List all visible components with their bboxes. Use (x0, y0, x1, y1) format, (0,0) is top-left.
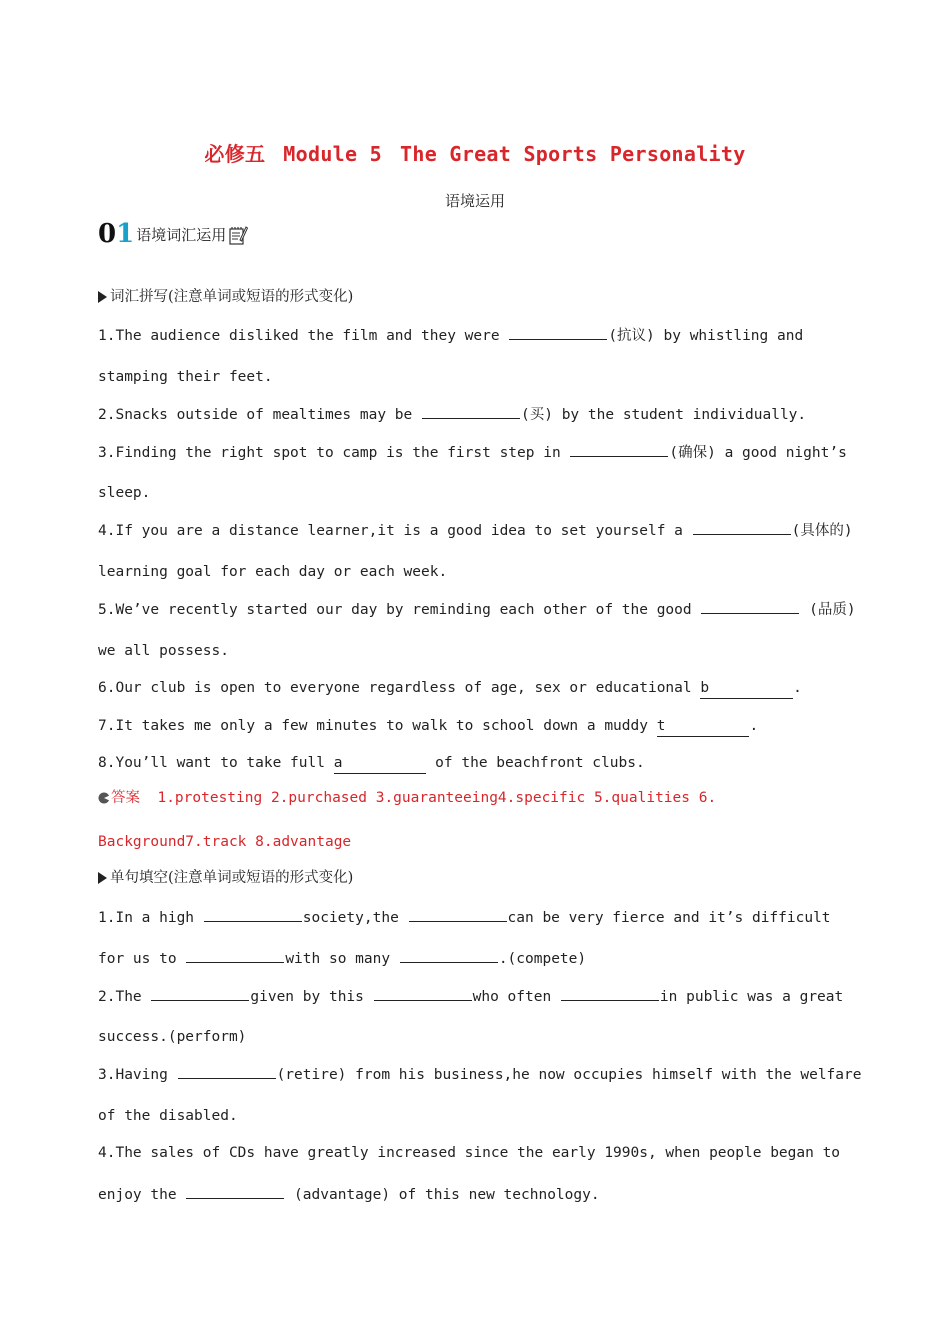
answer-blank[interactable] (409, 907, 507, 922)
fill-question-2: 2.The given by this who often in public was a great (98, 986, 858, 1007)
answer-blank[interactable]: b (700, 678, 793, 699)
page-subtitle: 语境运用 (444, 192, 505, 210)
fill-question-3: 3.Having (retire) from his business,he now occupies himself with the welfare (98, 1064, 858, 1085)
title-topic: The Great Sports Personality (400, 142, 746, 166)
part2-heading: 单句填空(注意单词或短语的形式变化) (98, 868, 858, 888)
question-4-cont: learning goal for each day or each week. (98, 564, 448, 580)
fill-question-4-cont: enjoy the (advantage) of this new technology. (98, 1184, 858, 1205)
question-3-cont: sleep. (98, 485, 151, 501)
answer-blank[interactable] (151, 986, 249, 1001)
answer-blank[interactable] (400, 948, 498, 963)
answer-blank[interactable] (701, 599, 799, 614)
section-header (98, 220, 248, 248)
question-2: 2.Snacks outside of mealtimes may be (买) by the student individually. (98, 404, 858, 425)
answer-blank[interactable]: t (657, 716, 750, 737)
triangle-bullet-icon (98, 872, 107, 884)
page-title (0, 138, 950, 167)
fill-question-2-cont: success.(perform) (98, 1029, 247, 1045)
question-3: 3.Finding the right spot to camp is the first step in (确保) a good night’s (98, 442, 858, 463)
question-4: 4.If you are a distance learner,it is a good idea to set yourself a (具体的) (98, 520, 858, 541)
answer-blank[interactable] (570, 442, 668, 457)
part1-heading: 词汇拼写(注意单词或短语的形式变化) (98, 287, 858, 307)
question-1: 1.The audience disliked the film and they were (抗议) by whistling and (98, 325, 858, 346)
fill-question-3-cont: of the disabled. (98, 1108, 238, 1124)
notepad-pencil-icon (228, 224, 248, 246)
question-5: 5.We’ve recently started our day by reminding each other of the good (品质) (98, 599, 858, 620)
answer-blank[interactable]: a (334, 753, 427, 774)
answer-blank[interactable] (422, 404, 520, 419)
answer-blank[interactable] (186, 948, 284, 963)
answer-blank[interactable] (693, 520, 791, 535)
fill-question-4: 4.The sales of CDs have greatly increased since the early 1990s, when people began to (98, 1145, 841, 1161)
fill-question-1-cont: for us to with so many .(compete) (98, 948, 858, 969)
answer-key-icon (98, 792, 110, 804)
section-number: 01 (98, 219, 135, 249)
answer-blank[interactable] (374, 986, 472, 1001)
answer-blank[interactable] (561, 986, 659, 1001)
section-label: 语境词汇运用 (136, 226, 227, 244)
answer-blank[interactable] (186, 1184, 284, 1199)
question-8: 8.You’ll want to take full a of the beachfront clubs. (98, 753, 858, 774)
question-5-cont: we all possess. (98, 643, 229, 659)
answer-blank[interactable] (509, 325, 607, 340)
answer-key-line-1: 答案 1.protesting 2.purchased 3.guaranteeing4.specific 5.qualities 6. (98, 788, 858, 808)
triangle-bullet-icon (98, 291, 107, 303)
title-module: Module 5 (283, 142, 383, 166)
question-7: 7.It takes me only a few minutes to walk to school down a muddy t . (98, 716, 858, 737)
fill-question-1: 1.In a high society,the can be very fierce and it’s difficult (98, 907, 858, 928)
answer-key-line-2: Background7.track 8.advantage (98, 834, 352, 850)
question-6: 6.Our club is open to everyone regardless of age, sex or educational b . (98, 678, 858, 699)
question-1-cont: stamping their feet. (98, 369, 273, 385)
answer-blank[interactable] (178, 1064, 276, 1079)
title-cn: 必修五 (204, 142, 266, 166)
answer-blank[interactable] (204, 907, 302, 922)
